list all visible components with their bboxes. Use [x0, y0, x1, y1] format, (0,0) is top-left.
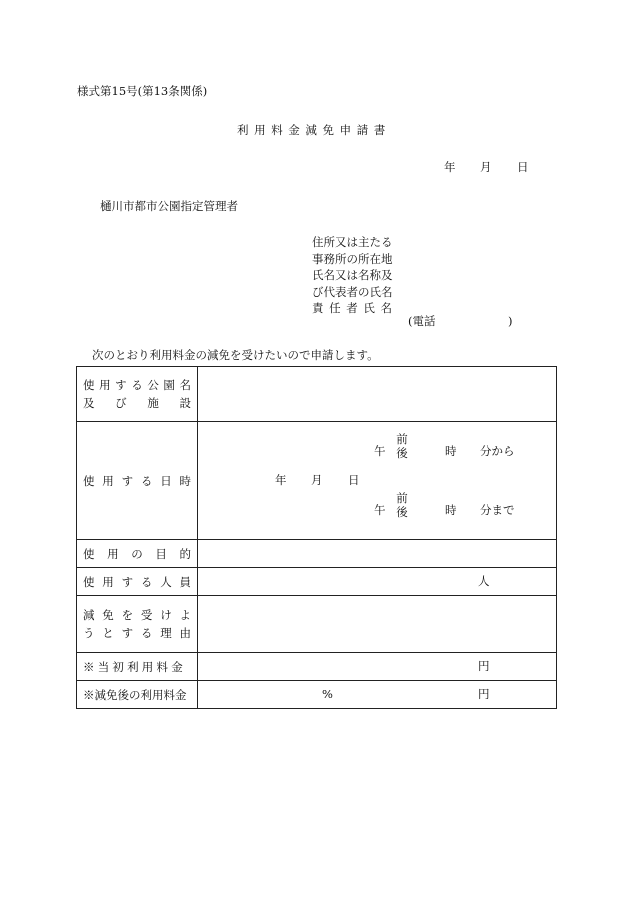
date-day: 日 — [517, 160, 529, 174]
request-text: 次のとおり利用料金の減免を受けたいので申請します。 — [92, 348, 379, 362]
label-reason: 減 免 を 受 け よ う と す る 理 由 — [77, 596, 198, 653]
field-initial-fee[interactable] — [198, 653, 557, 681]
end-ampm-prefix: 午 — [374, 503, 386, 517]
start-minute-unit: 分から — [480, 444, 515, 458]
end-ampm[interactable]: 前 後 — [396, 491, 408, 519]
label-reduced-fee: ※減免後の利用料金 — [77, 681, 198, 709]
end-minute-unit: 分まで — [480, 503, 515, 517]
form-number: 様式第15号(第13条関係) — [77, 84, 208, 98]
date-year: 年 — [444, 160, 456, 174]
date-month: 月 — [480, 160, 492, 174]
field-persons[interactable] — [198, 568, 557, 596]
application-table — [76, 366, 557, 709]
applicant-address-label-2: 事務所の所在地 — [312, 251, 393, 266]
label-purpose: 使 用 の 目 的 — [77, 540, 198, 568]
start-hour-unit: 時 — [445, 444, 457, 458]
row-initial-fee — [77, 653, 557, 681]
responsible-person-label: 責 任 者 氏 名 — [312, 301, 392, 315]
row-facility — [77, 367, 557, 422]
end-hour-unit: 時 — [445, 503, 457, 517]
start-ampm[interactable]: 前 後 — [396, 432, 408, 460]
row-datetime — [77, 422, 557, 540]
start-ampm-prefix: 午 — [374, 444, 386, 458]
dt-day: 日 — [348, 473, 360, 487]
reduction-percent-unit: % — [322, 687, 333, 701]
row-reason — [77, 596, 557, 653]
field-reason[interactable] — [198, 596, 557, 653]
dt-month: 月 — [311, 473, 323, 487]
label-initial-fee: ※当初利用料金 — [77, 653, 198, 681]
applicant-name-label-2: び代表者の氏名 — [312, 284, 393, 299]
label-persons: 使 用 す る 人 員 — [77, 568, 198, 596]
persons-unit: 人 — [478, 574, 490, 588]
document-title: 利用料金減免申請書 — [237, 123, 391, 137]
dt-year: 年 — [275, 473, 287, 487]
row-purpose — [77, 540, 557, 568]
field-reduced-fee[interactable] — [198, 681, 557, 709]
row-persons — [77, 568, 557, 596]
row-reduced-fee — [77, 681, 557, 709]
phone-close: ) — [508, 314, 513, 328]
label-facility: 使 用 す る 公 園 名 及 び 施 設 — [77, 367, 198, 422]
reduced-fee-unit: 円 — [478, 687, 490, 701]
field-facility[interactable] — [198, 367, 557, 422]
applicant-name-label-1: 氏名又は名称及 — [312, 268, 393, 282]
field-datetime[interactable] — [198, 422, 557, 540]
initial-fee-unit: 円 — [478, 659, 490, 673]
field-purpose[interactable] — [198, 540, 557, 568]
applicant-block — [312, 234, 393, 317]
label-datetime: 使 用 す る 日 時 — [77, 422, 198, 540]
addressee: 樋川市都市公園指定管理者 — [100, 199, 238, 213]
applicant-address-label-1: 住所又は主たる — [312, 235, 393, 249]
phone-label: (電話 — [408, 314, 436, 328]
